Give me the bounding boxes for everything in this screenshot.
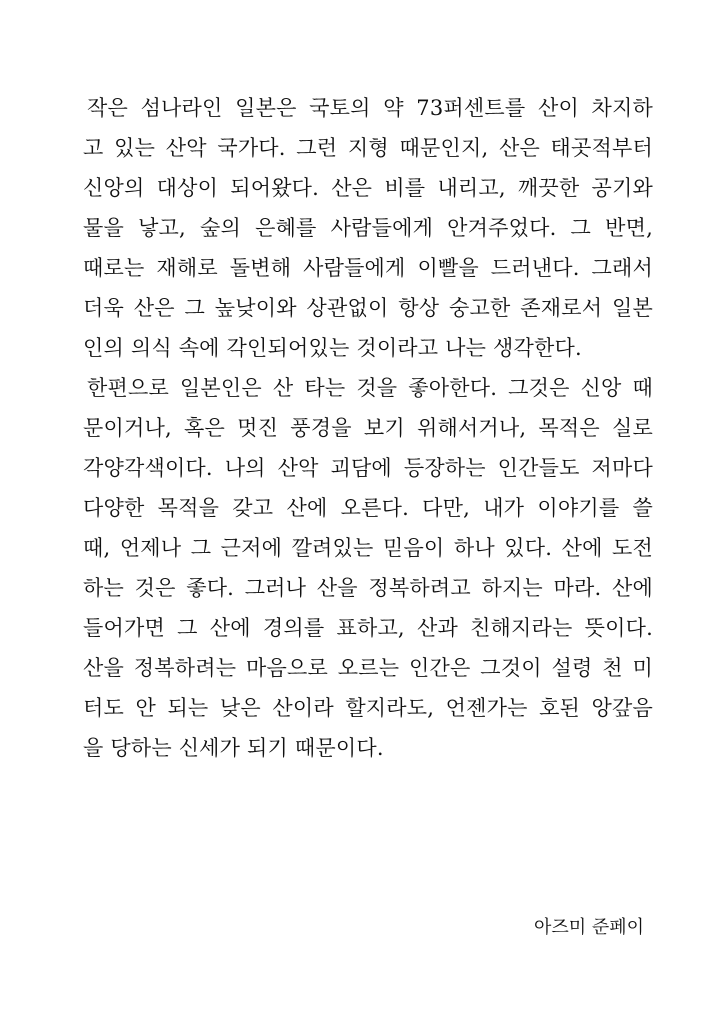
text-line: 터도 안 되는 낮은 산이라 할지라도, 언젠가는 호된 앙갚음: [83, 696, 653, 720]
text-line: 신앙의 대상이 되어왔다. 산은 비를 내리고, 깨끗한 공기와: [83, 176, 653, 200]
text-line: 더욱 산은 그 높낮이와 상관없이 항상 숭고한 존재로서 일본: [83, 296, 653, 320]
text-line: 물을 낳고, 숲의 은혜를 사람들에게 안겨주었다. 그 반면,: [83, 216, 653, 240]
text-line: 인의 의식 속에 각인되어있는 것이라고 나는 생각한다.: [83, 336, 582, 360]
text-line: 때로는 재해로 돌변해 사람들에게 이빨을 드러낸다. 그래서: [83, 256, 653, 280]
author-signature: 아즈미 준페이: [533, 917, 644, 938]
text-line: 다양한 목적을 갖고 산에 오른다. 다만, 내가 이야기를 쓸: [83, 496, 653, 520]
text-line: 산을 정복하려는 마음으로 오르는 인간은 그것이 설령 천 미: [83, 656, 653, 680]
text-line: 때, 언제나 그 근저에 깔려있는 믿음이 하나 있다. 산에 도전: [83, 536, 653, 560]
text-line: 각양각색이다. 나의 산악 괴담에 등장하는 인간들도 저마다: [83, 456, 653, 480]
text-line: 고 있는 산악 국가다. 그런 지형 때문인지, 산은 태곳적부터: [83, 136, 653, 160]
text-line: 한편으로 일본인은 산 타는 것을 좋아한다. 그것은 신앙 때: [87, 376, 653, 400]
text-line: 문이거나, 혹은 멋진 풍경을 보기 위해서거나, 목적은 실로: [83, 416, 653, 440]
body-text: [83, 88, 653, 768]
text-line: 하는 것은 좋다. 그러나 산을 정복하려고 하지는 마라. 산에: [83, 576, 653, 600]
text-line: 작은 섬나라인 일본은 국토의 약 73퍼센트를 산이 차지하: [87, 96, 653, 120]
text-line: 을 당하는 신세가 되기 때문이다.: [83, 736, 384, 760]
text-line: 들어가면 그 산에 경의를 표하고, 산과 친해지라는 뜻이다.: [83, 616, 653, 640]
